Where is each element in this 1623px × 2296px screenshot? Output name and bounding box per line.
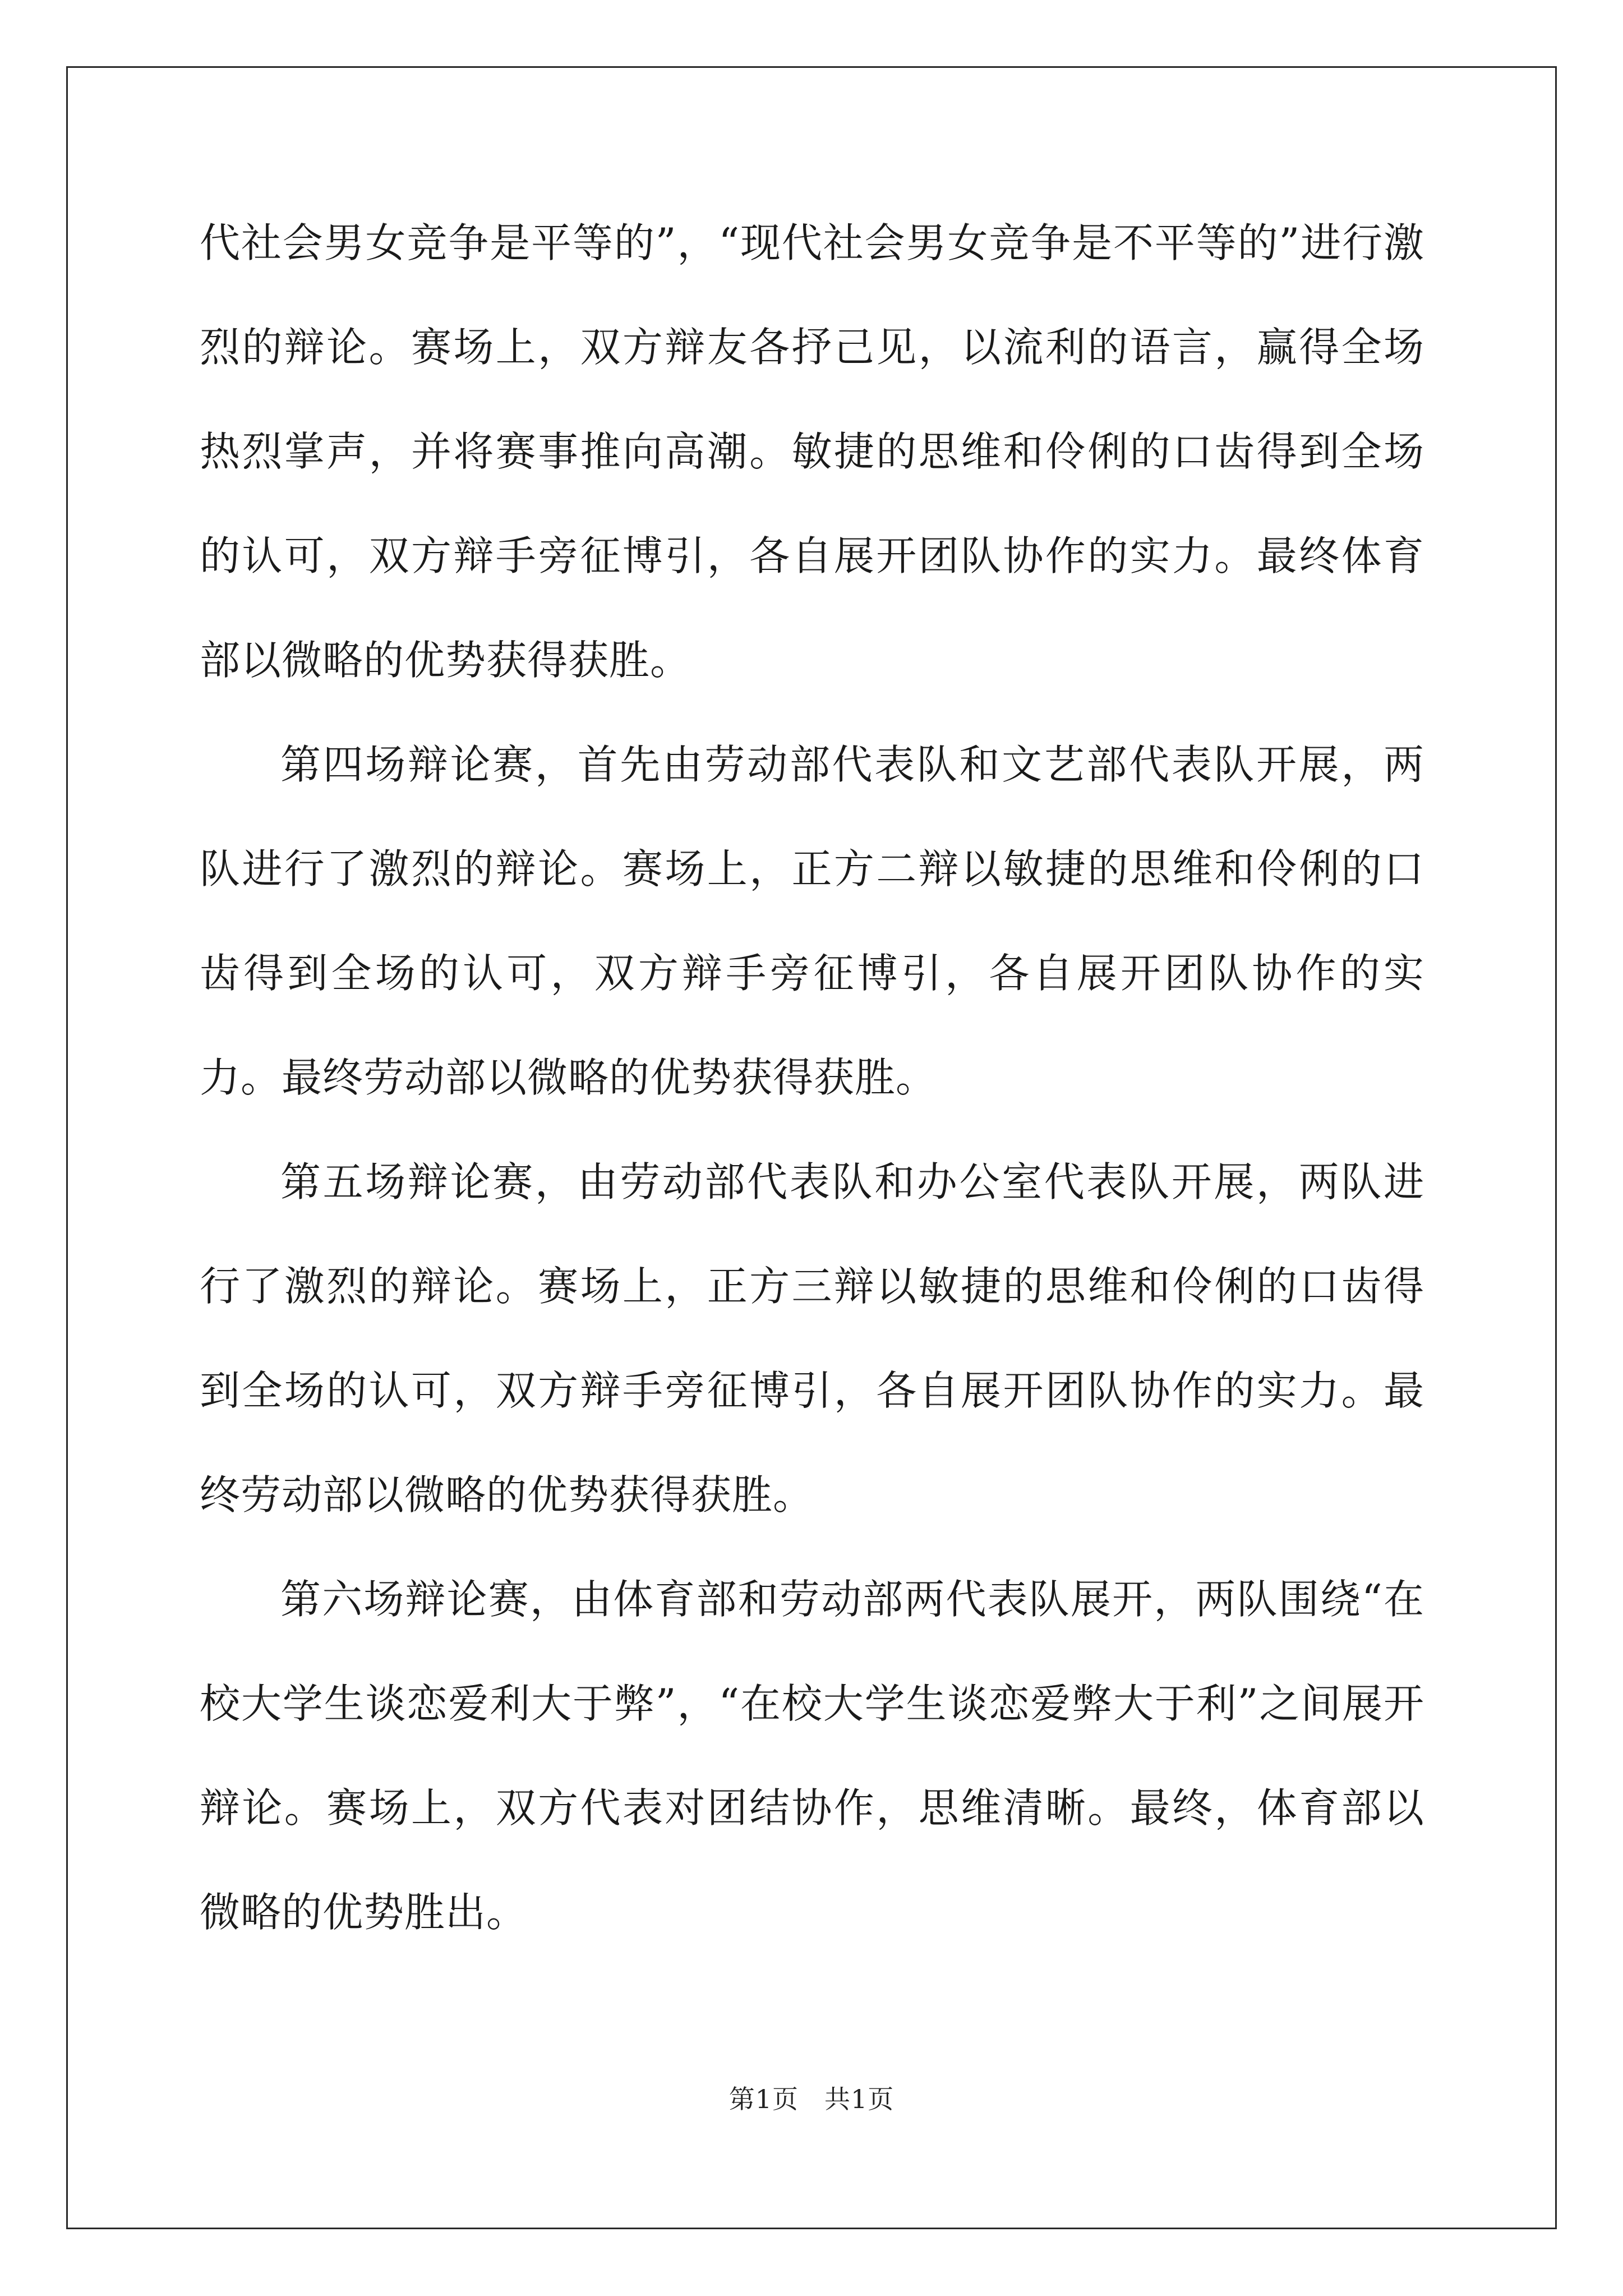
paragraph-debate-6: 第六场辩论赛，由体育部和劳动部两代表队展开，两队围绕“在校大学生谈恋爱利大于弊”，“在校大学生谈恋爱弊大于利”之间展开辩论。赛场上，双方代表对团结协作，思维清晰。最终，体育部以微略的优势胜出。 bbox=[200, 1576, 1424, 1936]
page-number: 第1页 bbox=[728, 2084, 799, 2114]
page-footer bbox=[0, 2082, 1623, 2116]
paragraph-continuation: 代社会男女竞争是平等的”，“现代社会男女竞争是不平等的”进行激烈的辩论。赛场上，双方辩友各抒己见，以流利的语言，赢得全场热烈掌声，并将赛事推向高潮。敏捷的思维和伶俐的口齿得到全场的认可，双方辩手旁征博引，各自展开团队协作的实力。最终体育部以微略的优势获得获胜。 bbox=[200, 219, 1424, 684]
page-total: 共1页 bbox=[824, 2084, 895, 2114]
document-body bbox=[200, 191, 1424, 1964]
paragraph-debate-4: 第四场辩论赛，首先由劳动部代表队和文艺部代表队开展，两队进行了激烈的辩论。赛场上，正方二辩以敏捷的思维和伶俐的口齿得到全场的认可，双方辩手旁征博引，各自展开团队协作的实力。最终劳动部以微略的优势获得获胜。 bbox=[200, 741, 1424, 1101]
paragraph-debate-5: 第五场辩论赛，由劳动部代表队和办公室代表队开展，两队进行了激烈的辩论。赛场上，正方三辩以敏捷的思维和伶俐的口齿得到全场的认可，双方辩手旁征博引，各自展开团队协作的实力。最终劳动部以微略的优势获得获胜。 bbox=[200, 1158, 1424, 1519]
